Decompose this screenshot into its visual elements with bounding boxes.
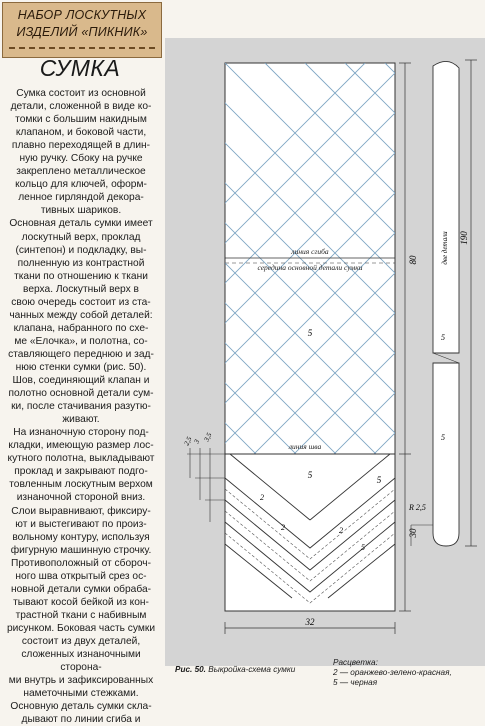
paragraph-2: Основная деталь сумки имеет лоскутный верх, проклад (синтепон) и подкладку, вы- полненную из контрастной ткани по отношению к ткани верха. Лоскутный верх в свою очередь состоит из ста- чанных между собой деталей: клапана, набранного по схе- ме «Елочка», и полотна, со- ставляющего переднюю и зад- нюю стенки сумки (рис. 50). Шов, соединяющий клапан и полотно основной детали сум- ки, после стачивания разутю- живают. [8,218,154,426]
article-title: СУМКА [39,55,121,81]
pattern-diagram [165,38,485,666]
section-header [2,2,162,58]
step-label-25: 2,5 [182,435,194,447]
dimension-32-label: 32 [305,617,315,627]
handle-strip-bottom [433,363,459,546]
side-number-5: 5 [441,333,445,342]
seam-line-label: линия шва [288,442,322,451]
panel-number-5: 5 [307,328,313,338]
step-label-3: 3 [192,438,202,445]
flap-number-5-right: 5 [376,475,382,485]
handle-break [433,353,459,363]
legend-line-1: 2 — оранжево-зелено-красная, [333,668,452,677]
pattern-figure [165,38,485,666]
caption-text: Выкройка-схема сумки [208,665,296,674]
legend-title: Расцветка: [333,658,378,667]
flap-step-dimensions [187,448,225,522]
dimension-190 [465,60,477,546]
flap-number-5-top: 5 [307,470,313,480]
header-line-1: НАБОР ЛОСКУТНЫХ [17,8,147,22]
flap-number-2-b: 2 [281,523,285,532]
side-part-label: две детали [441,231,449,265]
flap-number-5-bottom: 5 [361,543,365,552]
header-line-2: ИЗДЕЛИЙ «ПИКНИК» [16,25,148,39]
legend-line-2: 5 — черная [333,678,378,687]
dimension-80-label: 80 [408,255,418,265]
flap-number-2-a: 2 [260,493,264,502]
paragraph-3: На изнаночную сторону под- кладки, имеющую размер лос- кутного полотна, выкладывают проклад и закрывают подго- товленным лоскутным верхом изнаночной стороной вниз. Слои выравнивают, фиксиру- ют и выстегивают по произ- вольному контуру, используя фигурную машинную строчку. Противоположный от сбороч- ного шва открытый срез ос- новной детали сумки обраба- тывают косой бейкой из кон- трастной ткани с набивным рисунком. Боковая часть сумки состоит из двух деталей, сложенных изнаночными сторона- ми внутрь и зафиксированных наметочными стежками. Основную деталь сумки скла- дывают по линии сгиба и [6,427,156,726]
fold-line-label: линия сгиба [291,247,329,256]
handle-strip-top [433,61,459,353]
stitch-decoration [9,47,155,49]
dimension-30-label: 30 [408,528,418,538]
paragraph-1: Сумка состоит из основной детали, сложенной в виде ко- томки с большим накидным клапаном, и боковой части, плавно переходящей в длин- ную ручку. Сбоку на ручке закреплено металлическое кольцо для ключей, оформ- ленное гирляндой декора- тивных шариков. [10,88,152,217]
article-body [0,87,162,726]
center-line-label: середина основной детали сумки [257,263,363,272]
caption-prefix: Рис. 50. [175,665,206,674]
side-number-5-b: 5 [441,433,445,442]
dimension-190-label: 190 [459,231,469,245]
flap-number-2-c: 2 [339,526,343,535]
radius-label: R 2,5 [409,503,426,512]
step-label-35: 3,5 [202,431,214,443]
color-legend [333,658,483,688]
